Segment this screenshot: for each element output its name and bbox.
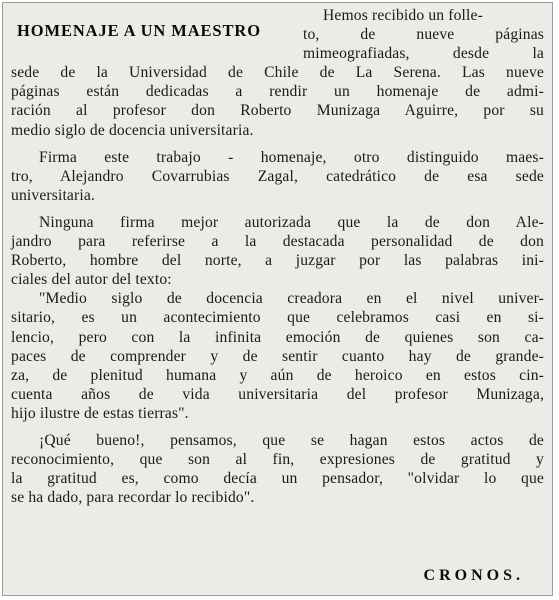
text-line: Firma este trabajo - homenaje, otro distinguido maes-: [39, 148, 544, 166]
quote-paragraph: [11, 289, 544, 423]
text-line: sede de la Universidad de Chile de La Serena. Las nueve: [11, 64, 544, 82]
text-line: medio siglo de docencia universitaria.: [11, 121, 254, 139]
text-line: reconocimiento, que son al fin, expresiones de gratitud y: [11, 451, 544, 469]
text-line: lencio, pero con la infinita emoción de quienes son ca-: [11, 328, 544, 346]
text-line: ciales del autor del texto:: [11, 271, 172, 289]
text-line: páginas están dedicadas a rendir un homenaje de admi-: [11, 83, 544, 101]
text-line: Hemos recibido un folle-: [323, 7, 483, 24]
text-line: jandro para referirse a la destacada personalidad de don: [11, 233, 544, 251]
text-line: paces de comprender y de sentir cuanto hay de grande-: [11, 347, 544, 365]
author-signature: CRONOS.: [423, 566, 524, 584]
text-line: universitaria.: [11, 186, 95, 204]
article-header: [11, 6, 544, 63]
text-line: se ha dado, para recordar lo recibido".: [11, 489, 255, 507]
newspaper-clipping: [2, 2, 553, 596]
text-line: hijo ilustre de estas tierras".: [11, 404, 189, 422]
text-line: cuenta años de vida universitaria del profesor Munizaga,: [11, 385, 544, 403]
text-line: ración al profesor don Roberto Munizaga Aguirre, por su: [11, 102, 544, 120]
article-headline: HOMENAJE A UN MAESTRO: [17, 21, 261, 40]
text-line: mimeografiadas, desde la: [303, 45, 544, 63]
text-line: Roberto, hombre del norte, a juzgar por las palabras ini-: [11, 252, 544, 270]
text-line: "Medio siglo de docencia creadora en el nivel univer-: [39, 290, 544, 308]
paragraph-5: [11, 431, 544, 507]
text-line: za, de plenitud humana y aún de heroico en estos cin-: [11, 366, 544, 384]
paragraph-3: [11, 213, 544, 289]
paragraph-1: [11, 63, 544, 139]
text-line: tro, Alejandro Covarrubias Zagal, catedrático de esa sede: [11, 167, 544, 185]
text-line: to, de nueve páginas: [303, 26, 544, 44]
paragraph-2: [11, 148, 544, 205]
text-line: ¡Qué bueno!, pensamos, que se hagan estos actos de: [39, 431, 544, 449]
text-line: sitario, es un acontecimiento que celebramos casi en si-: [11, 309, 544, 327]
text-line: Ninguna firma mejor autorizada que la de don Ale-: [39, 213, 544, 231]
text-line: la gratitud es, como decía un pensador, "olvidar lo que: [11, 470, 544, 488]
